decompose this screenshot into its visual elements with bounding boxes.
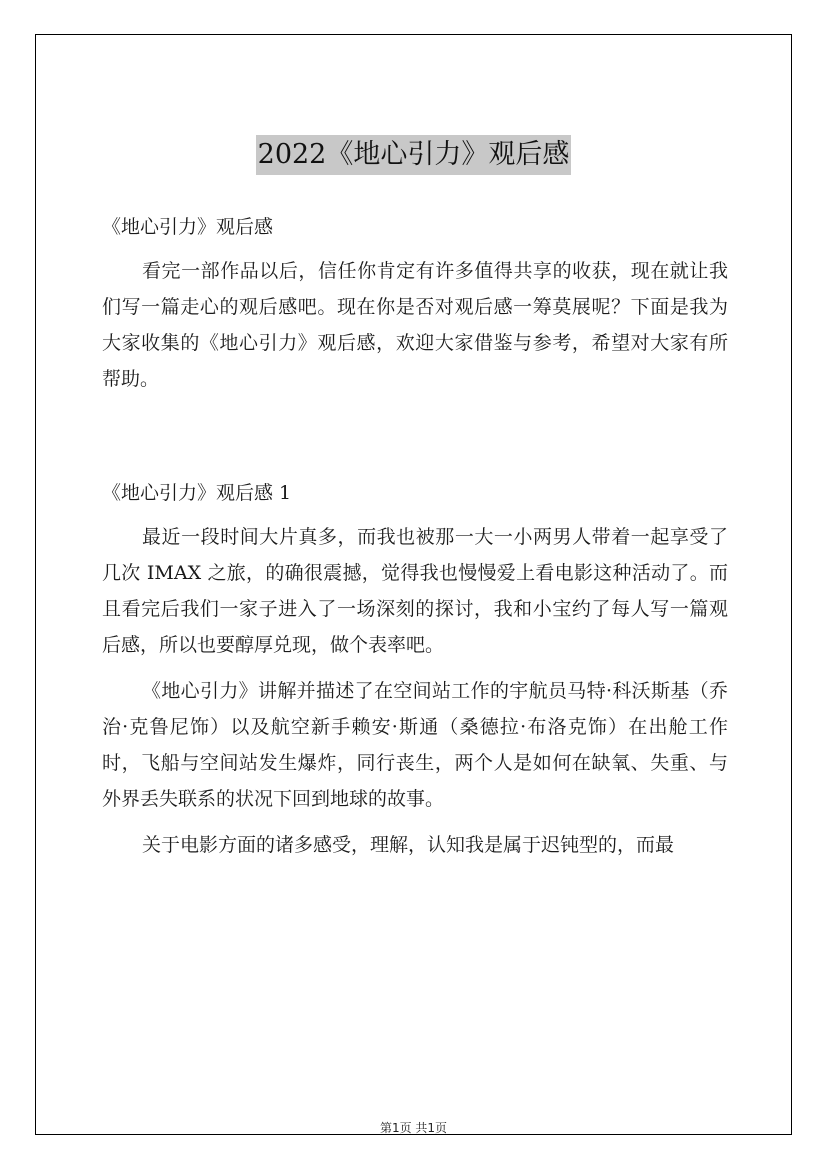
section-spacer (102, 407, 728, 471)
section1-heading: 《地心引力》观后感 1 (102, 482, 292, 504)
section1-paragraph-3: 关于电影方面的诸多感受，理解，认知我是属于迟钝型的，而最 (142, 834, 675, 856)
document-page (35, 34, 792, 1135)
section1-paragraph-2: 《地心引力》讲解并描述了在空间站工作的宇航员马特·科沃斯基（乔治·克鲁尼饰）以及航空新手赖安·斯通（桑德拉·布洛克饰）在出舱工作时，飞船与空间站发生爆炸，同行丧生，两个人是如何在缺氧、失重、与外界丢失联系的状况下回到地球的故事。 (102, 680, 728, 810)
document-title: 2022《地心引力》观后感 (256, 135, 572, 175)
page-footer: 第1页 共1页 (379, 1121, 448, 1135)
intro-paragraph: 看完一部作品以后，信任你肯定有许多值得共享的收获，现在就让我们写一篇走心的观后感吧。现在你是否对观后感一筹莫展呢？下面是我为大家收集的《地心引力》观后感，欢迎大家借鉴与参考，希望对大家有所帮助。 (102, 260, 728, 390)
section1-paragraph-1: 最近一段时间大片真多，而我也被那一大一小两男人带着一起享受了几次 IMAX 之旅，的确很震撼，觉得我也慢慢爱上看电影这种活动了。而且看完后我们一家子进入了一场深刻的探讨，我和小宝约了每人写一篇观后感，所以也要醇厚兑现，做个表率吧。 (102, 526, 728, 656)
document-body (102, 205, 728, 873)
intro-heading: 《地心引力》观后感 (102, 216, 274, 238)
document-title-wrap (36, 135, 791, 175)
